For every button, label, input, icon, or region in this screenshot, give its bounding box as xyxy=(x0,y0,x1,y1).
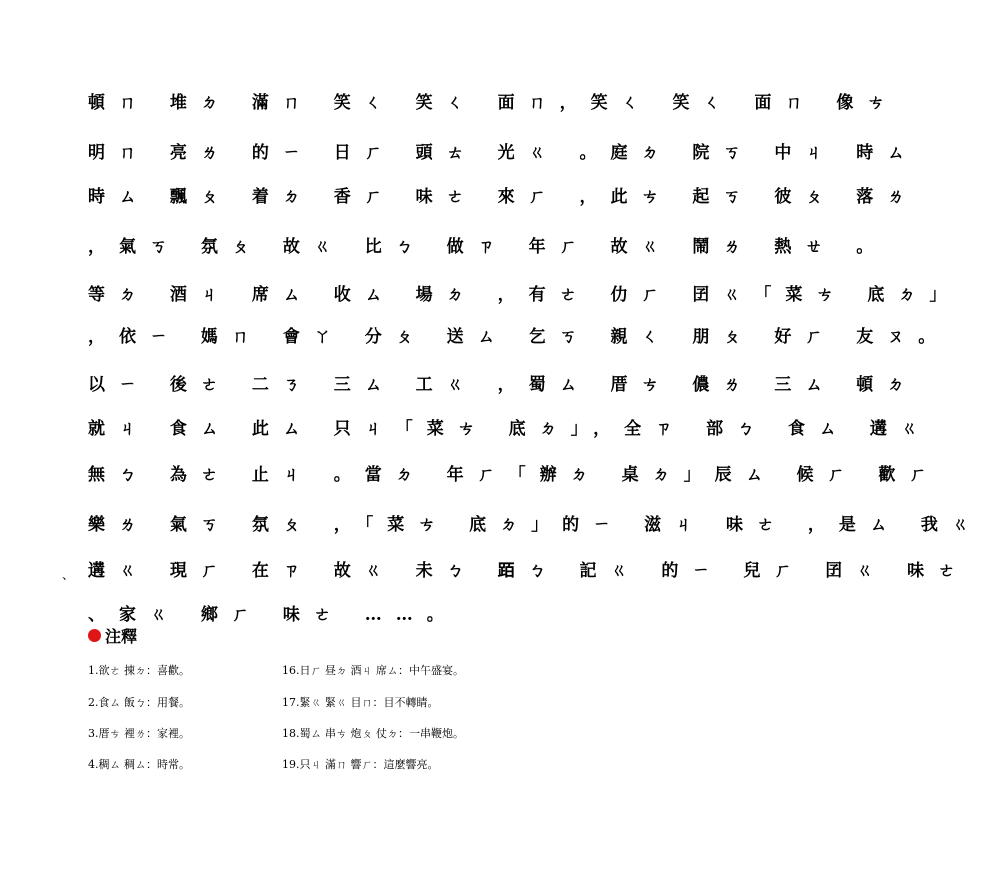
text-line: 以ㄧ 後ㄜ 二ㄋ 三ㄙ 工ㄍ ，蜀ㄙ 厝ㄘ 儂ㄌ 三ㄙ 頓ㄉ xyxy=(88,375,919,395)
note-item: 19.只ㄐ 滿ㄇ 響ㄏ：這麼響亮。 xyxy=(282,758,439,771)
text-line: 遘ㄍ 現ㄏ 在ㄗ 故ㄍ 未ㄅ 𬦰ㄅ 記ㄍ 的ㄧ 兒ㄏ 囝ㄍ 味ㄜ xyxy=(88,561,970,581)
note-item: 17.緊ㄍ 緊ㄍ 目ㄇ：目不轉睛。 xyxy=(282,696,439,709)
text-line: 明ㄇ 亮ㄌ 的ㄧ 日ㄏ 頭ㄊ 光ㄍ 。庭ㄉ 院ㄎ 中ㄐ 時ㄙ xyxy=(88,143,919,163)
text-line: ，氣ㄎ 氛ㄆ 故ㄍ 比ㄅ 做ㄗ 年ㄏ 故ㄍ 鬧ㄌ 熱ㄝ 。 xyxy=(88,237,888,257)
text-line: ，依ㄧ 媽ㄇ 會ㄚ 分ㄆ 送ㄙ 乞ㄎ 親ㄑ 朋ㄆ 好ㄏ 友ㄡ。 xyxy=(88,327,950,347)
note-item: 18.蜀ㄙ 串ㄘ 炮ㄆ 仗ㄉ：一串鞭炮。 xyxy=(282,727,464,740)
red-bullet-icon xyxy=(88,629,101,642)
notes-heading xyxy=(88,624,137,647)
note-item: 4.稠ㄙ 稠ㄙ：時常。 xyxy=(88,758,190,771)
text-line: 時ㄙ 飄ㄆ 着ㄉ 香ㄏ 味ㄜ 來ㄏ ，此ㄘ 起ㄎ 彼ㄆ 落ㄌ xyxy=(88,187,919,207)
stray-mark: 、 xyxy=(62,568,75,582)
note-item: 3.厝ㄘ 裡ㄌ：家裡。 xyxy=(88,727,190,740)
note-item: 1.欲ㄜ 㨂ㄉ：喜歡。 xyxy=(88,664,190,677)
text-line: 樂ㄌ 氣ㄎ 氛ㄆ ，「菜ㄘ 底ㄉ」的ㄧ 滋ㄐ 味ㄜ ，是ㄙ 我ㄍ xyxy=(88,515,983,535)
note-item: 2.食ㄙ 飯ㄅ：用餐。 xyxy=(88,696,190,709)
text-line: 頓ㄇ 堆ㄉ 滿ㄇ 笑ㄑ 笑ㄑ 面ㄇ，笑ㄑ 笑ㄑ 面ㄇ 像ㄘ xyxy=(88,93,899,113)
text-line: 等ㄉ 酒ㄐ 席ㄙ 收ㄙ 場ㄉ ，有ㄜ 仂ㄏ 囝ㄍ「菜ㄘ 底ㄉ」 xyxy=(88,285,961,305)
text-line: 、家ㄍ 鄉ㄏ 味ㄜ ……。 xyxy=(88,605,458,625)
note-item: 16.日ㄏ 昼ㄉ 酒ㄐ 席ㄙ：中午盛宴。 xyxy=(282,664,464,677)
text-line: 就ㄐ 食ㄙ 此ㄙ 只ㄐ「菜ㄘ 底ㄉ」，全ㄗ 部ㄅ 食ㄙ 遘ㄍ xyxy=(88,419,932,439)
notes-title: 注釋 xyxy=(105,627,138,646)
text-line: 無ㄅ 為ㄜ 止ㄐ 。當ㄉ 年ㄏ「辦ㄉ 桌ㄉ」辰ㄙ 候ㄏ 歡ㄏ xyxy=(88,465,941,485)
